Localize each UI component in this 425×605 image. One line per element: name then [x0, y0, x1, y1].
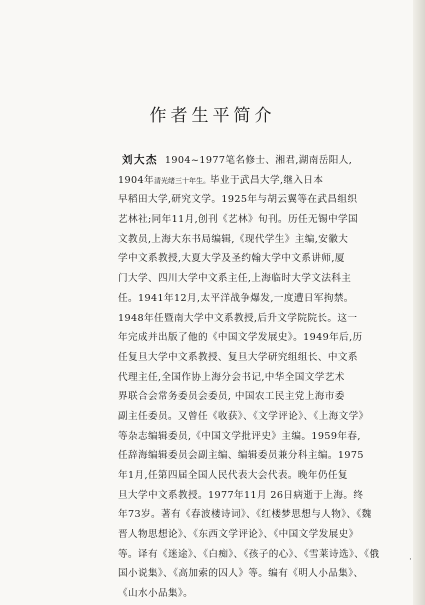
text-line: 《山水小品集》。	[118, 588, 194, 600]
text-line: 代理主任,全国作协上海分会书记,中华全国文学艺术	[118, 371, 345, 383]
text-line: 任。1941年12月,太平洋战争爆发,一度遭日军拘禁。	[118, 292, 354, 304]
text-line: 等杂志编辑委员,《中国文学批评史》主编。1959年春,	[118, 430, 361, 442]
text-line: 年73岁。著有《春波楼诗词》、《红楼梦思想与人物》、《魏	[118, 509, 372, 521]
text-line: 刘大杰 1904~1977笔名修士、湘君,湖南岳阳人,	[122, 154, 353, 166]
text-line: 国小说集》、《高加索的囚人》等。编有《明人小品集》、	[118, 568, 364, 580]
text-line: 文教员,上海大东书局编辑,《现代学生》主编,安徽大	[118, 233, 349, 245]
page-edge-shadow	[413, 0, 425, 605]
text-line: 学中文系教授,大夏大学及圣约翰大学中文系讲师,厦	[118, 253, 345, 265]
text-line: 年1月,任第四届全国人民代表大会代表。晚年仍任复	[118, 470, 348, 481]
page-title: 作者生平简介	[149, 106, 276, 126]
text-line: 副主任委员。又曾任《收获》、《文学评论》、《上海文学》	[118, 410, 369, 422]
text-line: 任复旦大学中文系教授、复旦大学研究组组长、中文系	[118, 351, 358, 363]
text-line: 年完成并出版了他的《中国文学发展史》。1949年后,历	[118, 332, 363, 344]
text-line: 界联合会常务委员会委员, 中国农工民主党上海市委	[118, 391, 345, 403]
small-note: 清光绪三十年生。	[154, 176, 211, 185]
text-line: 晋人物思想论》、《东西文学评论》、《中国文学发展史》	[118, 529, 359, 541]
text-line: 早稻田大学,研究文学。1925年与胡云翼等在武昌组织	[118, 194, 358, 206]
text-line: 任辞海编辑委员会副主编、编辑委员兼分科主编。1975	[118, 450, 364, 462]
text-line: 门大学、四川大学中文系主任,上海临时大学文法科主	[118, 273, 352, 285]
text-line: 等。译有《迷途》、《白痴》、《孩子的心》、《雪莱诗选》、《俄	[118, 548, 380, 560]
biography-text	[118, 151, 388, 604]
text-line: 1904年清光绪三十年生。毕业于武昌大学,继入日本	[118, 174, 324, 186]
text-line: 1948年任暨南大学中文系教授,后升文学院院长。这一	[118, 312, 358, 324]
author-name: 刘大杰	[122, 154, 158, 166]
scan-speck: ·	[409, 555, 412, 565]
text-line: 旦大学中文系教授。1977年11月 26日病逝于上海。终	[118, 489, 364, 501]
text-line: 艺林社;同年11月,创刊《艺林》旬刊。历任无锡中学国	[118, 214, 358, 226]
